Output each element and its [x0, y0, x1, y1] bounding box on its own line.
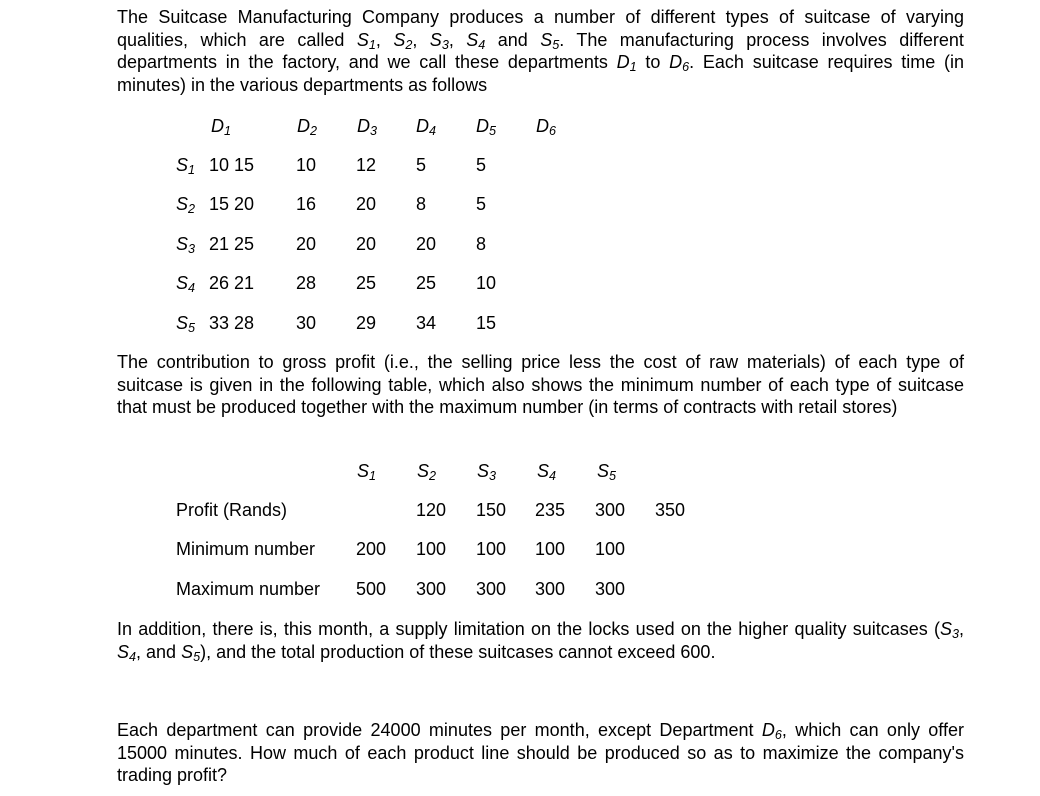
table-cell: 100: [476, 539, 507, 559]
row-label-minimum: Minimum number: [176, 539, 316, 559]
table-cell: 25: [416, 273, 437, 293]
table-cell: 10 15: [209, 155, 255, 175]
header-s4: $S_4$: [537, 461, 557, 483]
table-cell: 300: [535, 579, 566, 599]
table-cell: 12: [356, 155, 377, 175]
table-cell: 500: [356, 579, 387, 599]
table-cell: 5: [476, 194, 487, 214]
table-cell: 300: [595, 500, 626, 520]
lock-limitation-paragraph: In addition, there is, this month, a supply limitation on the locks used on the higher quality suitcases ($S_3$, $S_4$, and $S_5$), and the total production of these suitcases cannot exceed 600.: [117, 619, 964, 664]
row-label-s2: $S_2$: [176, 194, 196, 216]
profit-intro-paragraph: The contribution to gross profit (i.e., the selling price less the cost of raw materials) of each type of suitcase is given in the following table, which also shows the minimum number of each type of suitcase that must be produced together with the maximum number (in terms of contracts with retail stores): [117, 352, 964, 417]
table-cell: 20: [416, 234, 437, 254]
table-cell: 20: [296, 234, 317, 254]
header-s3: $S_3$: [477, 461, 497, 483]
table-cell: 15 20: [209, 194, 255, 214]
header-d1: $D_1$: [211, 116, 232, 138]
intro-paragraph: The Suitcase Manufacturing Company produces a number of different types of suitcase of varying qualities, which are called $S_1$, $S_2$, $S_3$, $S_4$ and $S_5$. The manufacturing process involves different departments in the factory, and we call these departments $D_1$ to $D_6$. Each suitcase requires time (in minutes) in the various departments as follows: [117, 7, 965, 95]
table-cell: 29: [356, 313, 377, 333]
row-label-s5: $S_5$: [176, 313, 196, 335]
table-cell: 33 28: [209, 313, 255, 333]
row-label-s1: $S_1$: [176, 155, 196, 177]
table-cell: 25: [356, 273, 377, 293]
header-d2: $D_2$: [297, 116, 318, 138]
header-s2: $S_2$: [417, 461, 437, 483]
table-cell: 28: [296, 273, 317, 293]
table-cell: 300: [595, 579, 626, 599]
table-cell: 100: [535, 539, 566, 559]
table-cell: 10: [296, 155, 317, 175]
row-label-s4: $S_4$: [176, 273, 196, 295]
table-cell: 20: [356, 234, 377, 254]
table-cell: 10: [476, 273, 497, 293]
table-cell: 34: [416, 313, 437, 333]
row-label-s3: $S_3$: [176, 234, 196, 256]
table-cell: 100: [595, 539, 626, 559]
table-cell: 300: [476, 579, 507, 599]
table-cell: 16: [296, 194, 317, 214]
table-cell: 350: [655, 500, 686, 520]
table-cell: 21 25: [209, 234, 255, 254]
header-d6: $D_6$: [536, 116, 557, 138]
table-cell: 150: [476, 500, 507, 520]
table-cell: 200: [356, 539, 387, 559]
table-cell: 300: [416, 579, 447, 599]
table-cell: 30: [296, 313, 317, 333]
table-cell: 5: [476, 155, 487, 175]
capacity-paragraph: Each department can provide 24000 minutes per month, except Department $D_6$, which can only offer 15000 minutes. How much of each product line should be produced so as to maximize the company's trading profit?: [117, 720, 964, 785]
table-cell: 8: [476, 234, 487, 254]
table-cell: 120: [416, 500, 447, 520]
row-label-profit: Profit (Rands): [176, 500, 288, 520]
table-cell: 8: [416, 194, 427, 214]
table-cell: 15: [476, 313, 497, 333]
header-d3: $D_3$: [357, 116, 378, 138]
header-d4: $D_4$: [416, 116, 437, 138]
table-cell: 100: [416, 539, 447, 559]
table-cell: 20: [356, 194, 377, 214]
header-s1: $S_1$: [357, 461, 377, 483]
table-cell: 235: [535, 500, 566, 520]
header-d5: $D_5$: [476, 116, 497, 138]
table-cell: 5: [416, 155, 427, 175]
table-cell: 26 21: [209, 273, 255, 293]
header-s5: $S_5$: [597, 461, 617, 483]
row-label-maximum: Maximum number: [176, 579, 321, 599]
